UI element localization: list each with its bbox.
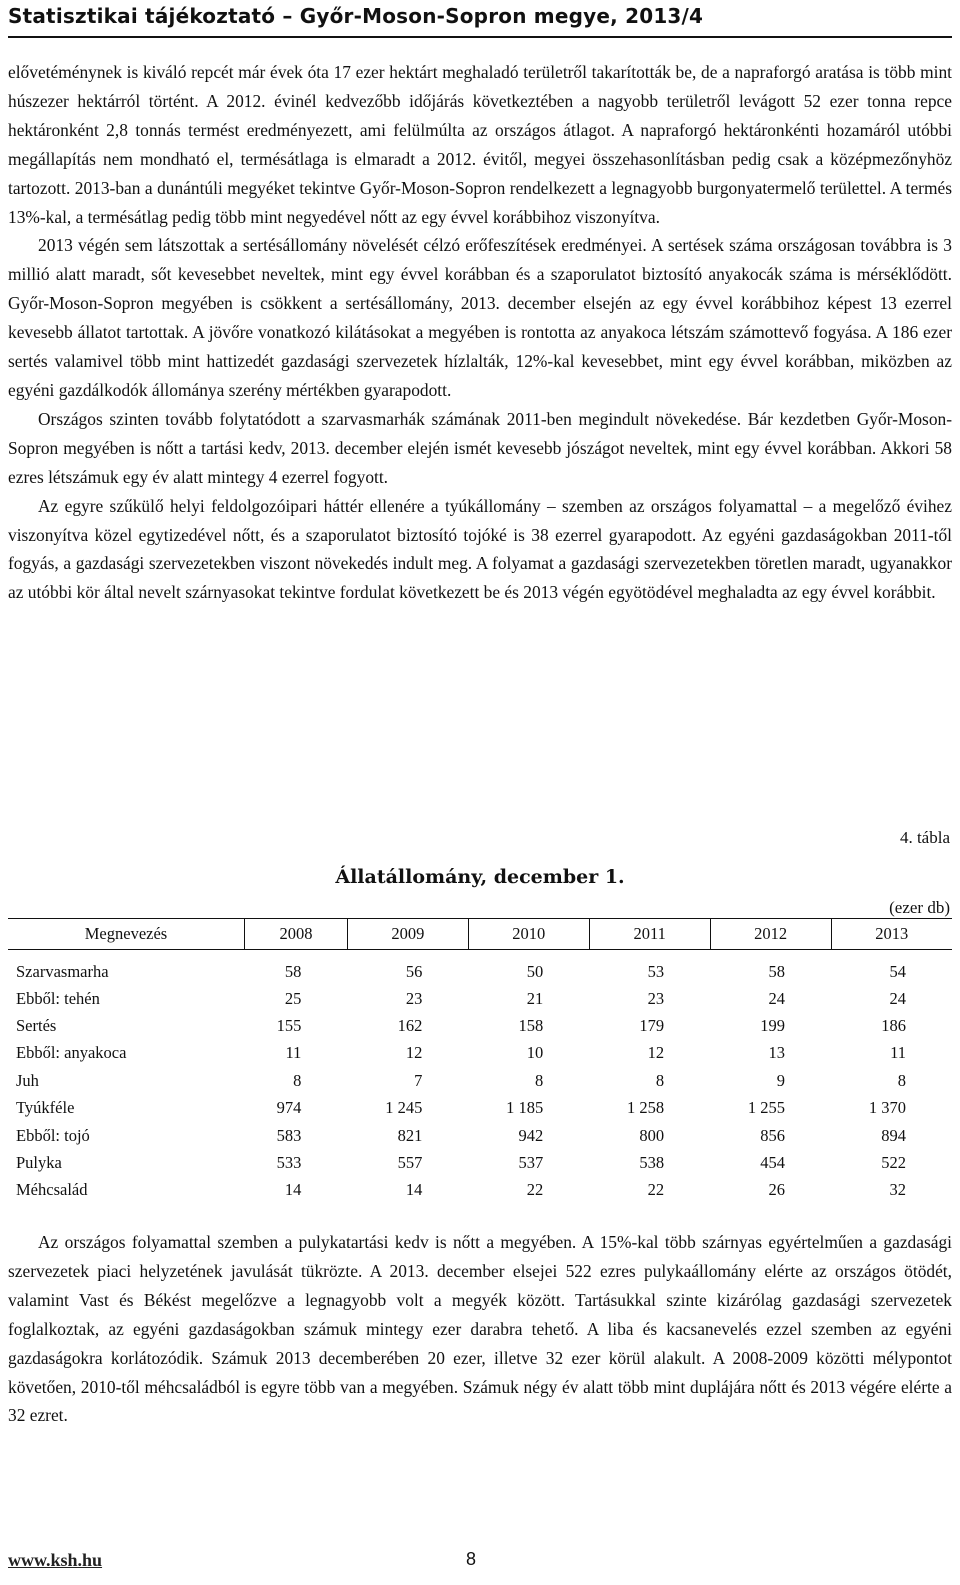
table-cell: 974	[276, 1098, 302, 1118]
livestock-table	[8, 918, 952, 1204]
table-title: Állatállomány, december 1.	[335, 866, 625, 888]
paragraph-2: 2013 végén sem látszottak a sertésállomány növelését célzó erőfeszítések eredményei. A sertések száma országosan továbbra is 3 millió alatt maradt, sőt kevesebbet neveltek, mint egy évvel korábban és a szaporulatot biztosító anyakocák száma is mérséklődött. Győr-Moson-Sopron megyében is csökkent a sertésállomány, 2013. december elsején az egy évvel korábbihoz képest 13 ezerrel kevesebb állatot tartottak. A jövőre vonatkozó kilátásokat a megyében is rontotta az anyakoca létszám számottevő fogyása. A 186 ezer sertés valamivel több mint hattizedét gazdasági szervezetek hízlalták, 12%-kal kevesebbet, mint egy évvel korábban, miközben az egyéni gazdálkodók állománya szerény mértékben gyarapodott.	[8, 235, 952, 400]
table-cell: 821	[397, 1125, 423, 1145]
table-number: 4. tábla	[899, 828, 950, 847]
table-row	[8, 985, 952, 1012]
table-cell: 454	[760, 1153, 786, 1173]
table-row	[8, 1012, 952, 1039]
paragraph-1: elővetéménynek is kiváló repcét már évek óta 17 ezer hektárt meghaladó területről takarították be, de a napraforgó aratása is több mint húszezer hektárról történt. A 2012. évinél kedvezőbb időjárás következtében a nagyobb területről levágott 52 ezer tonna repce hektáronként 2,8 tonnás termést eredményezett, ami felülmúlta az országos átlagot. A napraforgó hektáronkénti hozamáról utóbbi megállapítás nem mondható el, termésátlaga is elmaradt a 2012. évitől, megyei összehasonlításban pedig csak a középmezőnyhöz tartozott. 2013-ban a dunántúli megyéket tekintve Győr-Moson-Sopron rendelkezett a legnagyobb burgonyatermelő területtel. A termés 13%-kal, a termésátlag pedig több mint negyedével nőtt az egy évvel korábbihoz viszonyítva.	[8, 62, 952, 227]
row-label: Sertés	[16, 1016, 57, 1036]
table-cell: 22	[526, 1180, 544, 1200]
row-label: Ebből: tehén	[16, 988, 100, 1008]
header-title: Statisztikai tájékoztató – Győr-Moson-Sopron megye, 2013/4	[8, 4, 704, 28]
row-label: Tyúkféle	[16, 1098, 75, 1118]
table-cell: 56	[405, 961, 423, 981]
table-row	[8, 1095, 952, 1122]
table-cell: 155	[276, 1016, 302, 1036]
table-cell: 21	[526, 988, 544, 1008]
table-cell: 942	[518, 1125, 544, 1145]
table-cell: 1 245	[385, 1098, 423, 1118]
column-header: 2011	[589, 919, 710, 950]
table-cell: 1 258	[627, 1098, 665, 1118]
table-cell: 14	[405, 1180, 423, 1200]
row-label: Juh	[16, 1070, 39, 1090]
table-cell: 32	[889, 1180, 906, 1200]
table-cell: 58	[284, 961, 302, 981]
table-cell: 26	[768, 1180, 786, 1200]
table-cell: 894	[881, 1125, 906, 1145]
table-cell: 8	[293, 1070, 302, 1090]
table-cell: 14	[284, 1180, 302, 1200]
table-cell: 537	[518, 1153, 544, 1173]
table-cell: 54	[889, 961, 906, 981]
table-unit: (ezer db)	[889, 898, 950, 917]
column-header: 2013	[831, 919, 952, 950]
table-cell: 557	[397, 1153, 423, 1173]
table-cell: 179	[639, 1016, 665, 1036]
table-cell: 23	[405, 988, 423, 1008]
table-cell: 533	[276, 1153, 302, 1173]
table-cell: 158	[518, 1016, 544, 1036]
column-header: 2012	[710, 919, 831, 950]
footer-website-link[interactable]: www.ksh.hu	[8, 1550, 103, 1570]
row-label: Szarvasmarha	[16, 961, 109, 981]
table-cell: 24	[768, 988, 786, 1008]
table-row	[8, 1177, 952, 1204]
table-cell: 1 255	[747, 1098, 786, 1118]
row-label: Ebből: tojó	[16, 1125, 90, 1145]
paragraph-5: Az országos folyamattal szemben a pulykatartási kedv is nőtt a megyében. A 15%-kal több szárnyas egyértelműen a gazdasági szervezetek piaci helyzetének javulását tükrözte. A 2013. december elsejei 522 ezres pulykaállomány elérte az országos ötödét, valamint Vast és Békést megelőzve a legnagyobb volt a megyék között. Tartásukkal szinte kizárólag gazdasági szervezetek foglalkoztak, az egyéni gazdaságokban számuk mintegy ezer darabra tehető. A liba és kacsanevelés ezzel szemben az egyéni gazdaságokra korlátozódik. Számuk 2013 decemberében 20 ezer, illetve 32 ezer körül alakult. A 2008-2009 közötti mélypontot követően, 2010-től méhcsaládból is egyre több van a megyében. Számuk négy év alatt több mint duplájára nőtt és 2013 végére elérte a 32 ezret.	[8, 1232, 952, 1426]
table-cell: 1 370	[868, 1098, 906, 1118]
table-cell: 856	[760, 1125, 786, 1145]
table-cell: 11	[285, 1043, 302, 1063]
paragraph-4: Az egyre szűkülő helyi feldolgozóipari háttér ellenére a tyúkállomány – szemben az országos folyamattal – a megelőző évihez viszonyítva közel egytizedével nőtt, és a szaporulatot biztosító tojóké is 38 ezerrel gyarapodott. Az egyéni gazdaságokban 2011-től fogyás, a gazdasági szervezetekben viszont növekedés indult meg. A folyamat a gazdasági szervezetekben töretlen maradt, ugyanakkor az utóbbi kör által nevelt szárnyasokat tekintve fordulat következett be és 2013 végén egyötödével meghaladta az egy évvel korábbit.	[8, 495, 952, 603]
table-cell: 7	[414, 1070, 423, 1090]
table-row	[8, 1149, 952, 1176]
table-cell: 22	[647, 1180, 665, 1200]
table-cell: 8	[534, 1070, 544, 1090]
table-cell: 11	[890, 1043, 906, 1063]
column-header: 2008	[245, 919, 348, 950]
table-cell: 583	[276, 1125, 302, 1145]
table-row	[8, 1122, 952, 1149]
table-cell: 58	[768, 961, 786, 981]
row-label: Méhcsalád	[16, 1180, 88, 1200]
table-cell: 24	[889, 988, 906, 1008]
body-text-top	[8, 58, 952, 607]
table-cell: 9	[776, 1070, 786, 1090]
table-cell: 522	[881, 1153, 906, 1173]
page-header	[8, 2, 952, 38]
table-cell: 1 185	[506, 1098, 544, 1118]
table-cell: 53	[647, 961, 665, 981]
body-text-bottom	[8, 1228, 952, 1430]
paragraph-3: Országos szinten tovább folytatódott a szarvasmarhák számának 2011-ben megindult növekedése. Bár kezdetben Győr-Moson-Sopron megyében is nőtt a tartási kedv, 2013. december elején ismét kevesebb jószágot neveltek, mint egy évvel korábban. Akkori 58 ezres létszámuk egy év alatt mintegy 4 ezerrel fogyott.	[8, 408, 952, 487]
table-cell: 13	[768, 1043, 786, 1063]
table-cell: 12	[405, 1043, 423, 1063]
table-cell: 50	[526, 961, 544, 981]
table-cell: 186	[881, 1016, 906, 1036]
row-label: Pulyka	[16, 1153, 62, 1173]
table-cell: 25	[284, 988, 302, 1008]
table-cell: 23	[647, 988, 665, 1008]
column-header: Megnevezés	[8, 919, 245, 950]
table-row	[8, 950, 952, 986]
table-cell: 199	[760, 1016, 786, 1036]
column-header: 2009	[347, 919, 468, 950]
table-row	[8, 1067, 952, 1094]
row-label: Ebből: anyakoca	[16, 1043, 127, 1063]
table-cell: 12	[647, 1043, 665, 1063]
table-row	[8, 1040, 952, 1067]
table-cell: 8	[897, 1070, 906, 1090]
table-cell: 800	[639, 1125, 665, 1145]
page-number: 8	[466, 1549, 477, 1569]
table-cell: 162	[397, 1016, 423, 1036]
table-cell: 10	[526, 1043, 544, 1063]
table-cell: 8	[655, 1070, 665, 1090]
table-header-row	[8, 919, 952, 950]
table-cell: 538	[639, 1153, 665, 1173]
column-header: 2010	[468, 919, 589, 950]
